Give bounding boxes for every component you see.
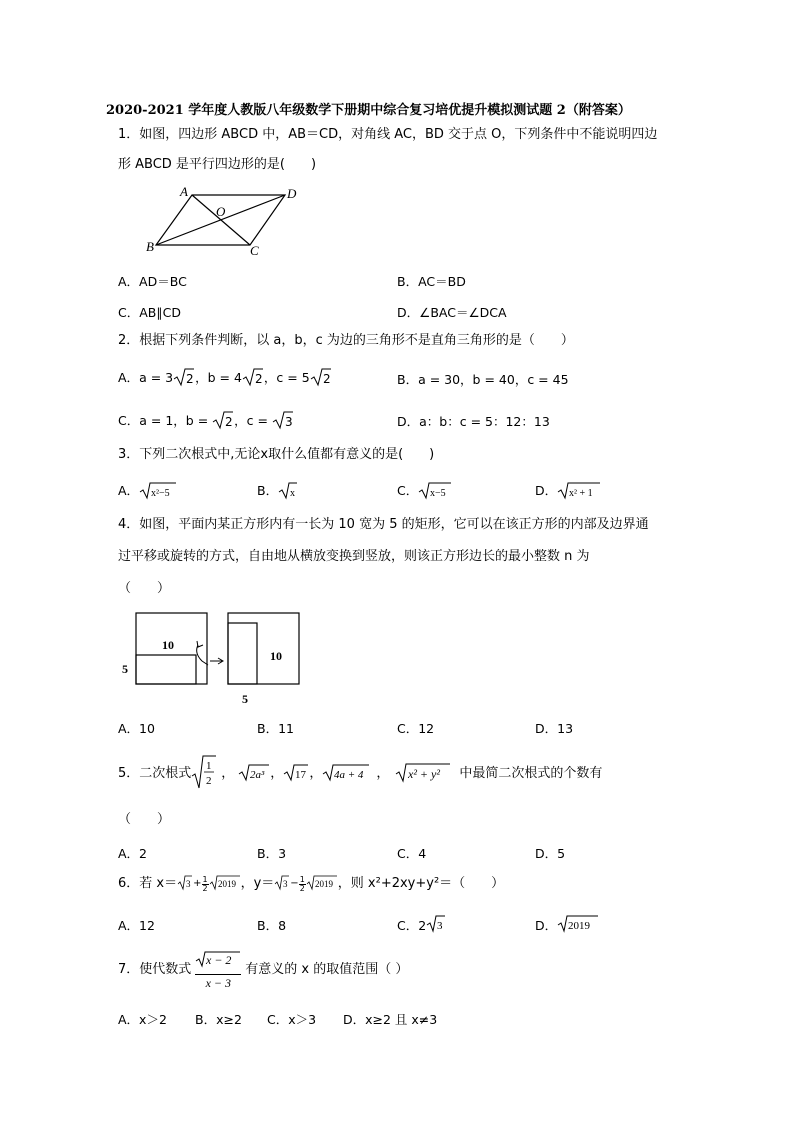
q7-fraction <box>195 950 241 991</box>
rotate-arrow-icon <box>197 645 208 665</box>
radicand: 2 <box>322 372 331 386</box>
q4-square-rectangle-figure <box>118 605 318 710</box>
q6-option-b: B．8 <box>257 918 287 933</box>
fraction-denominator: 2 <box>202 883 208 893</box>
half-fraction <box>299 876 306 893</box>
radicand: x²−5 <box>151 488 170 499</box>
q6-tail-text: ，则 x²+2xy+y²＝（ ） <box>337 876 505 891</box>
left-width-label: 5 <box>122 662 128 676</box>
q1-stem-line2: 形 ABCD 是平行四边形的是( ) <box>118 157 317 172</box>
radicand: 2 <box>186 372 194 386</box>
sqrt-3-radical <box>177 873 193 896</box>
plus-sign: + <box>193 878 202 889</box>
sqrt-2-radical <box>310 367 332 390</box>
q6-option-c <box>397 913 446 936</box>
radicand: 17 <box>295 768 307 781</box>
q6-option-a: A．12 <box>118 918 155 933</box>
q1-option-c: C．AB∥CD <box>118 305 181 320</box>
radicand: x <box>290 488 296 499</box>
sqrt-17-radical <box>283 762 309 787</box>
vertex-b-label: B <box>146 239 154 254</box>
fraction-denominator: 2 <box>299 883 305 893</box>
q2-c-b-value: b = <box>185 413 213 428</box>
q3-option-d <box>535 480 601 503</box>
q4-option-d: D．13 <box>535 721 574 736</box>
half-fraction <box>202 876 209 893</box>
q5-tail-text: 中最简二次根式的个数有 <box>459 766 603 781</box>
sqrt-x-radical <box>278 480 298 503</box>
q5-option-a: A．2 <box>118 846 148 861</box>
q4-stem-line2: 过平移或旋转的方式，自由地从横放变换到竖放，则该正方形边长的最小整数 n 为 <box>118 549 590 564</box>
q2-c-c-value: ，c = <box>234 413 272 428</box>
horizontal-rectangle <box>136 655 196 684</box>
sqrt-x2-plus-1-radical <box>557 480 601 503</box>
q2-c-value: ，c = 5 <box>263 370 310 385</box>
q3-option-c-label: C． <box>397 483 419 498</box>
sqrt-2-radical <box>242 367 264 390</box>
q2-option-c-label: C． <box>118 413 140 428</box>
fraction-numerator: 1 <box>206 759 212 772</box>
radicand: x² + 1 <box>569 488 593 499</box>
sqrt-x2-minus-5-radical <box>139 480 177 503</box>
q2-stem: 2．根据下列条件判断，以 a，b，c 为边的三角形不是直角三角形的是（ ） <box>118 333 574 348</box>
q4-option-c: C．12 <box>397 721 435 736</box>
q4-stem-line3: （ ） <box>118 581 171 596</box>
sqrt-3-radical <box>426 913 446 936</box>
vertex-c-label: C <box>250 243 259 258</box>
fraction-denominator: x − 3 <box>205 975 231 990</box>
q2-b-value: ，b = 4 <box>195 370 242 385</box>
q5-paren: （ ） <box>118 812 171 827</box>
fraction-numerator: 1 <box>202 874 208 884</box>
q2-option-a-label: A． <box>118 370 140 385</box>
q7-option-b: B．x≥2 <box>195 1012 242 1027</box>
q4-option-a: A．10 <box>118 721 155 736</box>
q1-option-d: D．∠BAC＝∠DCA <box>397 305 507 320</box>
q3-stem: 3．下列二次根式中,无论x取什么值都有意义的是( ) <box>118 447 435 462</box>
rotate-arrowhead-icon <box>197 641 203 647</box>
radicand: 2019 <box>568 920 591 932</box>
q3-option-b-label: B． <box>257 483 279 498</box>
q6-option-d-label: D． <box>535 917 558 933</box>
sqrt-x-minus-5-radical <box>418 480 452 503</box>
q6-lead-text: 6．若 x＝ <box>118 876 178 891</box>
q4-stem-line1: 4．如图，平面内某正方形内有一长为 10 宽为 5 的矩形，它可以在该正方形的内部及边界通 <box>118 517 649 532</box>
q1-stem-line1: 1．如图，四边形 ABCD 中，AB＝CD，对角线 AC，BD 交于点 O，下列条件中不能说明四边 <box>118 127 658 142</box>
sqrt-4a-plus-4-radical <box>322 762 370 787</box>
q7-option-a: A．x＞2 <box>118 1012 167 1027</box>
q7-lead-text: 7．使代数式 <box>118 962 192 977</box>
sqrt-2019-radical <box>209 873 241 896</box>
left-length-label: 10 <box>162 638 174 652</box>
q7-option-c: C．x＞3 <box>267 1012 317 1027</box>
radicand: x−5 <box>430 488 446 499</box>
radicand: x − 2 <box>206 952 232 967</box>
q5-option-b: B．3 <box>257 846 287 861</box>
q7-tail-text: 有意义的 x 的取值范围（ ） <box>245 962 409 977</box>
point-o-label: O <box>216 204 226 219</box>
q6-y-text: ，y＝ <box>240 876 275 891</box>
q5-stem: 5．二次根式 1 2 ， 2a³ ， 17 ， 4a + 4 ， x² + y² 中最简二次根式的个数有 <box>118 756 602 792</box>
sqrt-x2-plus-y2-radical <box>395 761 451 788</box>
fraction-denominator: 2 <box>206 774 212 787</box>
q3-option-b <box>257 480 298 503</box>
vertical-rectangle <box>228 623 257 684</box>
q6-stem <box>118 873 504 895</box>
document-title: 2020-2021 学年度人教版八年级数学下册期中综合复习培优提升模拟测试题 2（附答案） <box>106 103 631 118</box>
radicand: 3 <box>186 878 191 889</box>
sqrt-2-radical <box>173 367 195 390</box>
q3-option-d-label: D． <box>535 483 558 498</box>
q7-stem <box>118 950 408 990</box>
q5-option-c: C．4 <box>397 846 427 861</box>
fraction-numerator <box>195 950 241 975</box>
right-square <box>228 613 299 684</box>
radicand: 4a + 4 <box>334 768 364 781</box>
radicand: 3 <box>437 920 443 932</box>
sqrt-2a3-radical <box>238 762 270 787</box>
q1-option-a: A．AD＝BC <box>118 274 187 289</box>
right-width-label: 5 <box>242 692 248 706</box>
sqrt-2-radical <box>212 410 234 433</box>
q3-option-a <box>118 480 177 503</box>
radicand: 2a³ <box>250 768 265 781</box>
q3-option-a-label: A． <box>118 483 140 498</box>
q2-a-value: a = 3 <box>139 370 174 385</box>
vertex-a-label: A <box>180 184 188 199</box>
radicand: 2 <box>254 372 263 386</box>
q2-option-c <box>118 410 294 433</box>
sqrt-3-radical <box>272 410 294 433</box>
q1-parallelogram-figure <box>140 183 300 263</box>
q2-option-d: D．a：b：c = 5：12：13 <box>397 414 550 429</box>
radicand: 3 <box>284 415 293 429</box>
q1-option-b: B．AC＝BD <box>397 274 466 289</box>
sqrt-2019-radical <box>306 873 338 896</box>
q3-option-c <box>397 480 452 503</box>
q6-option-c-label: C．2 <box>397 917 427 933</box>
q5-option-d: D．5 <box>535 846 566 861</box>
diagonal-bd <box>156 195 285 245</box>
q5-lead-text: 5．二次根式 <box>118 766 192 781</box>
sqrt-3-radical <box>274 873 290 896</box>
sqrt-2019-radical <box>557 913 599 936</box>
radicand: 2019 <box>217 878 236 889</box>
radicand: 3 <box>283 878 288 889</box>
sqrt-half-radical <box>191 754 217 795</box>
radicand: 2019 <box>314 878 333 889</box>
q7-option-d: D．x≥2 且 x≠3 <box>343 1012 438 1027</box>
vertex-d-label: D <box>287 186 297 201</box>
fraction-numerator: 1 <box>299 874 305 884</box>
q2-c-a-value: a = 1， <box>139 413 186 428</box>
q6-option-d <box>535 913 599 936</box>
radicand: 2 <box>225 415 233 429</box>
q2-option-a <box>118 367 332 390</box>
q4-option-b: B．11 <box>257 721 294 736</box>
right-length-label: 10 <box>270 649 282 663</box>
minus-sign: − <box>290 878 299 889</box>
q2-option-b: B．a = 30，b = 40，c = 45 <box>397 372 569 387</box>
radicand: x² + y² <box>408 766 441 781</box>
